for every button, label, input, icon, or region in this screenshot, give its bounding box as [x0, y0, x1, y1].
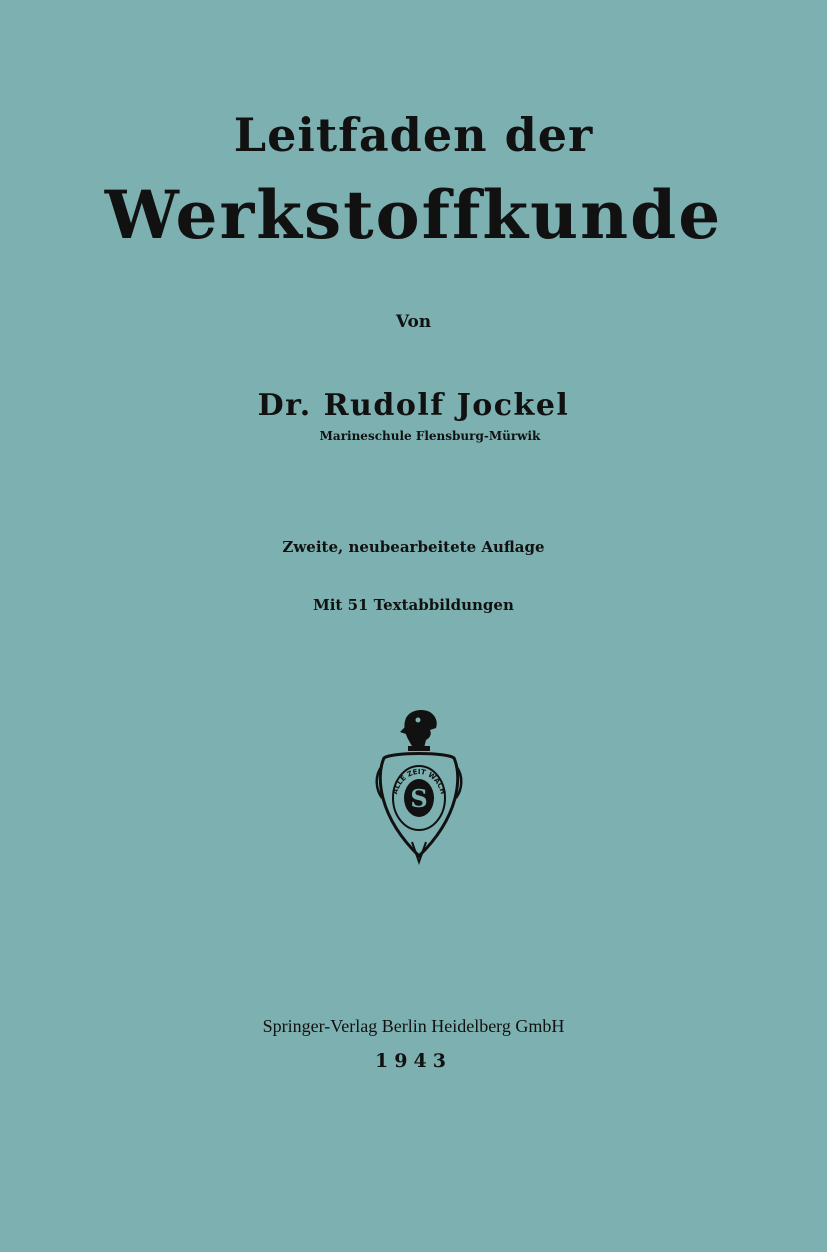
- by-label: Von: [395, 312, 432, 332]
- publication-year: 1943: [375, 1050, 452, 1072]
- knight-band: [408, 746, 430, 751]
- knight-eye: [416, 718, 421, 723]
- illustrations-note: Mit 51 Textabbildungen: [313, 596, 514, 614]
- knight-head-shape: [404, 710, 436, 748]
- author-name: Dr. Rudolf Jockel: [257, 388, 570, 423]
- logo-motto: ALLE ZEIT WACH: [390, 767, 448, 796]
- logo-initial: S: [410, 784, 428, 813]
- publisher-name: Springer-Verlag Berlin Heidelberg GmbH: [262, 1016, 565, 1036]
- author-affiliation: Marineschule Flensburg-Mürwik: [319, 429, 541, 443]
- title-line-2: Werkstoffkunde: [104, 176, 723, 254]
- springer-knight-icon: [372, 706, 466, 866]
- edition-note: Zweite, neubearbeitete Auflage: [282, 538, 545, 556]
- title-line-1: Leitfaden der: [233, 108, 594, 162]
